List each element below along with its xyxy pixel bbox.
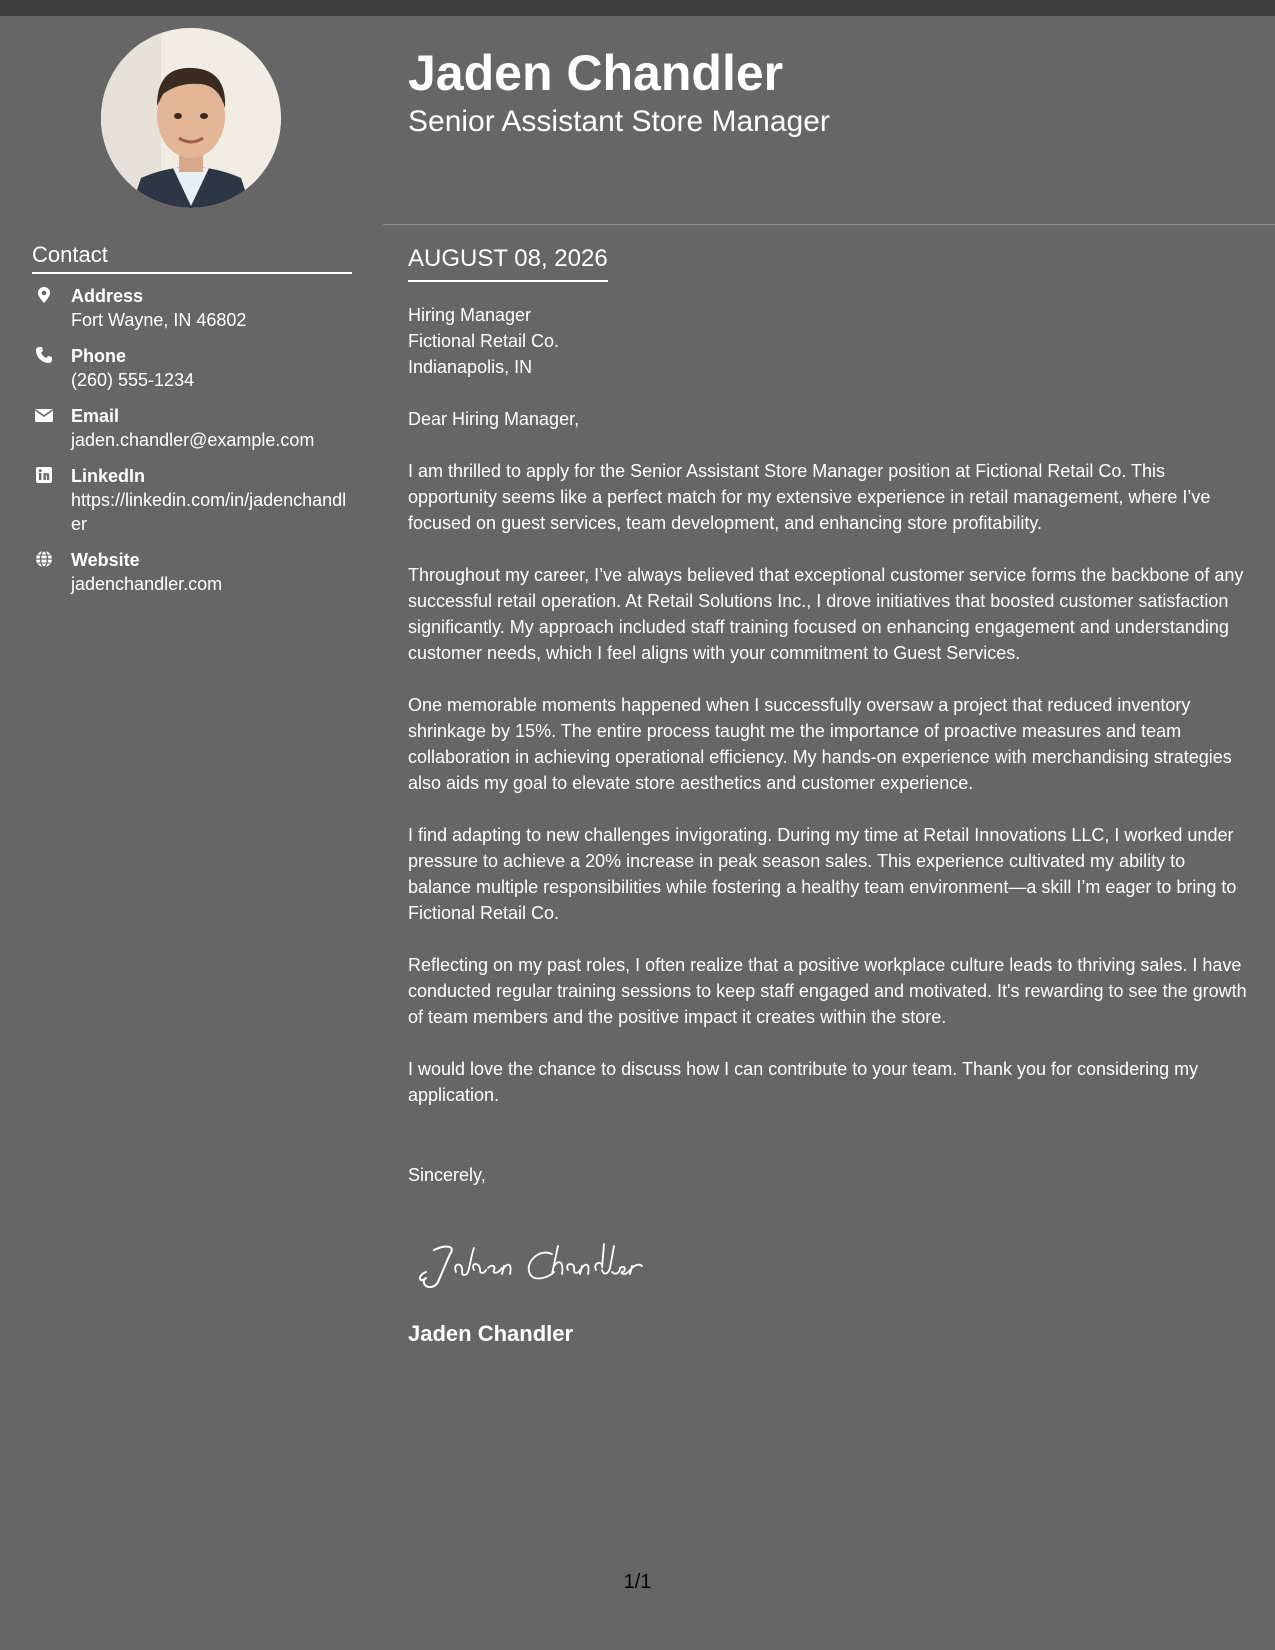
recipient-line: Indianapolis, IN bbox=[408, 357, 533, 377]
globe-icon bbox=[35, 550, 53, 568]
contact-website bbox=[32, 548, 352, 596]
top-bar bbox=[0, 0, 1275, 16]
contact-email bbox=[32, 404, 352, 452]
contact-list bbox=[32, 284, 352, 608]
header-divider bbox=[383, 224, 1275, 225]
contact-heading: Contact bbox=[32, 240, 352, 274]
contact-value[interactable]: https://linkedin.com/in/jadenchandler bbox=[71, 490, 347, 534]
salutation: Dear Hiring Manager, bbox=[408, 409, 580, 429]
profile-photo bbox=[101, 28, 281, 208]
contact-label: Address bbox=[71, 286, 144, 306]
map-pin-icon bbox=[35, 286, 53, 304]
contact-label: Website bbox=[71, 550, 140, 570]
linkedin-icon bbox=[35, 466, 53, 484]
recipient-block bbox=[408, 302, 1253, 380]
handwritten-signature bbox=[412, 1232, 712, 1292]
letter-paragraph: I am thrilled to apply for the Senior Assistant Store Manager position at Fictional Retail Co. This opportunity seems like a perfect match for my extensive experience in retail management, where I’ve focused on guest services, team development, and enhancing store profitability. bbox=[408, 461, 1211, 533]
contact-address bbox=[32, 284, 352, 332]
letter-paragraph: I would love the chance to discuss how I can contribute to your team. Thank you for considering my application. bbox=[408, 1059, 1199, 1105]
contact-phone bbox=[32, 344, 352, 392]
contact-value: Fort Wayne, IN 46802 bbox=[71, 310, 247, 330]
letter-date: AUGUST 08, 2026 bbox=[408, 244, 608, 282]
phone-icon bbox=[35, 346, 53, 364]
signer-name: Jaden Chandler bbox=[408, 1321, 574, 1346]
contact-value[interactable]: jadenchandler.com bbox=[71, 574, 223, 594]
letter-body bbox=[408, 302, 1253, 1214]
contact-label: LinkedIn bbox=[71, 466, 146, 486]
letter-paragraph: Reflecting on my past roles, I often realize that a positive workplace culture leads to thriving sales. I have conducted regular training sessions to keep staff engaged and motivated. It's rewarding to see the growth of team members and the positive impact it creates within the store. bbox=[408, 955, 1247, 1027]
letter-paragraph: I find adapting to new challenges invigorating. During my time at Retail Innovations LLC, I worked under pressure to achieve a 20% increase in peak season sales. This experience cultivated my ability to balance multiple responsibilities while fostering a healthy team environment—a skill I’m eager to bring to Fictional Retail Co. bbox=[408, 825, 1237, 923]
contact-label: Phone bbox=[71, 346, 127, 366]
applicant-title: Senior Assistant Store Manager bbox=[408, 105, 830, 138]
closing: Sincerely, bbox=[408, 1165, 486, 1185]
letter-paragraph: Throughout my career, I’ve always believed that exceptional customer service forms the backbone of any successful retail operation. At Retail Solutions Inc., I drove initiatives that boosted customer satisfaction significantly. My approach included staff training focused on enhancing engagement and understanding customer needs, which I feel aligns with your commitment to Guest Services. bbox=[408, 565, 1244, 663]
portrait-image bbox=[101, 28, 281, 208]
applicant-name: Jaden Chandler bbox=[408, 45, 784, 101]
contact-label: Email bbox=[71, 406, 120, 426]
letter-paragraph: One memorable moments happened when I successfully oversaw a project that reduced inventory shrinkage by 15%. The entire process taught me the importance of proactive measures and team collaboration in achieving operational efficiency. My hands-on experience with merchandising strategies also aids my goal to elevate store aesthetics and customer experience. bbox=[408, 695, 1232, 793]
page-number: 1/1 bbox=[623, 1571, 652, 1593]
recipient-line: Hiring Manager bbox=[408, 305, 532, 325]
contact-linkedin bbox=[32, 464, 352, 536]
envelope-icon bbox=[35, 406, 53, 424]
contact-value: (260) 555-1234 bbox=[71, 370, 195, 390]
contact-value[interactable]: jaden.chandler@example.com bbox=[71, 430, 315, 450]
recipient-line: Fictional Retail Co. bbox=[408, 331, 560, 351]
